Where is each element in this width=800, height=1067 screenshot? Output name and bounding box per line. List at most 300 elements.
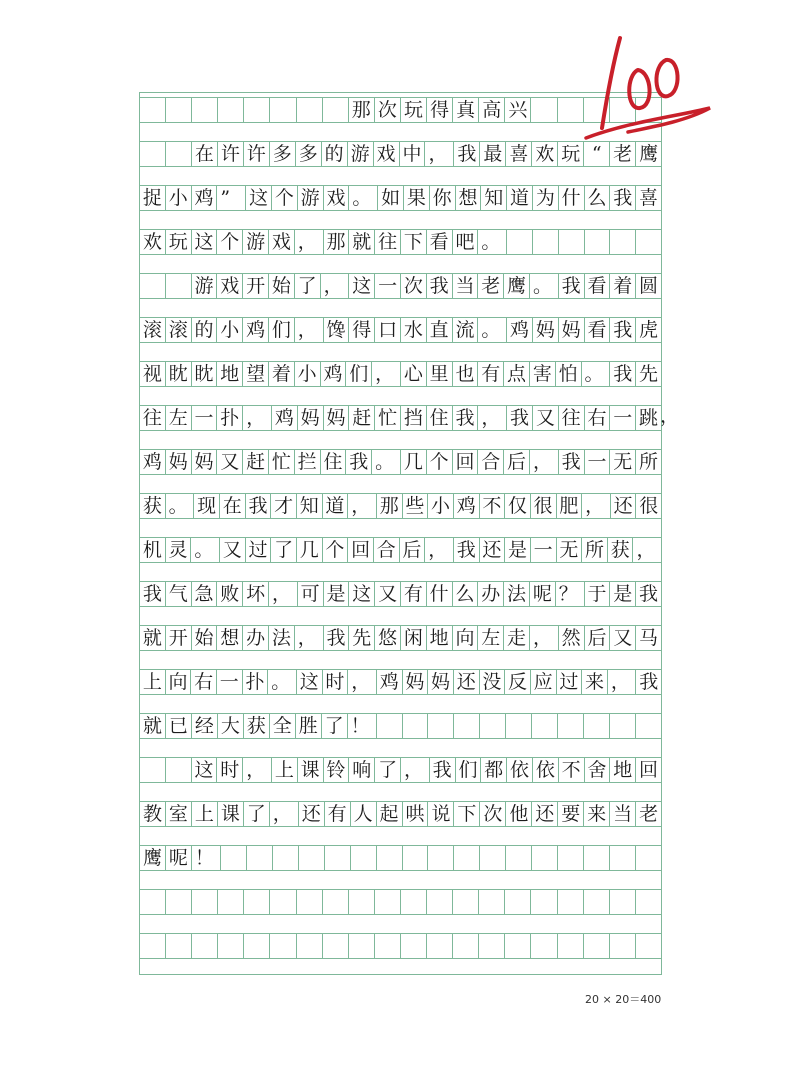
grid-cell: 么 [452,581,478,607]
grid-cell: ， [294,625,323,651]
grid-cell [322,889,348,915]
grid-cell [583,845,609,871]
grid-cell: 时 [216,757,242,783]
grid-cell: 机 [140,537,165,563]
grid-cell [269,889,295,915]
grid-cell: 跳 [635,405,661,431]
grid-cell: 往 [374,229,400,255]
grid-cell [557,845,583,871]
grid-cell [402,713,428,739]
grid-cell: 上 [140,669,165,695]
grid-cell [217,933,243,959]
grid-cell: 还 [531,801,557,827]
grid-cell: 戏 [268,229,294,255]
grid-cell [400,889,426,915]
grid-cell: 忙 [268,449,294,475]
teacher-score-mark [568,20,718,145]
grid-cell: 说 [427,801,453,827]
grid-cell: 口 [374,317,400,343]
grid-cell: 也 [452,361,478,387]
grid-cell: 我 [635,581,661,607]
grid-cell: 向 [165,669,191,695]
grid-cell [530,889,556,915]
grid-cell [298,845,324,871]
grid-cell: 看 [584,317,610,343]
grid-cell: ” [216,185,245,211]
grid-cell: 玩 [400,97,426,123]
grid-cell [635,845,661,871]
grid-cell: 多 [295,141,321,167]
grid-cell: 。 [477,229,506,255]
grid-cell: 扑 [216,405,242,431]
grid-cell: 鸡 [506,317,532,343]
grid-cell: 妈 [165,449,191,475]
grid-row [140,625,661,651]
grid-cell: 往 [140,405,165,431]
grid-cell: 几 [296,537,322,563]
grid-cell: 所 [635,449,661,475]
grid-cell: 现 [193,493,219,519]
grid-cell: 们 [455,757,481,783]
grid-cell: 什 [558,185,584,211]
grid-cell: 右 [584,405,610,431]
grid-cell: 了 [294,273,320,299]
grid-cell: 课 [297,757,323,783]
grid-cell [453,845,479,871]
grid-cell [324,845,350,871]
grid-cell: 。 [190,537,219,563]
grid-cell: ， [242,757,271,783]
grid-cell: 很 [635,493,661,519]
grid-cell: 过 [245,537,271,563]
grid-cell [504,889,530,915]
grid-cell [374,933,400,959]
grid-cell: 回 [452,449,478,475]
grid-row [140,801,661,827]
grid-cell: ， [424,537,453,563]
grid-cell: 下 [453,801,479,827]
grid-cell [220,845,246,871]
grid-cell: 害 [529,361,555,387]
grid-cell: 这 [245,185,271,211]
grid-cell: 是 [504,537,530,563]
grid-cell [269,97,295,123]
grid-cell: 右 [190,669,216,695]
grid-cell: 鹰 [140,845,165,871]
grid-cell: 那 [376,493,402,519]
grid-cell [530,933,556,959]
grid-cell: 了 [243,801,269,827]
grid-cell: 得 [426,97,452,123]
grid-cell [217,889,243,915]
grid-cell: 鹰 [635,141,661,167]
grid-cell: 依 [506,757,532,783]
grid-cell: 下 [400,229,426,255]
grid-cell: 圆 [635,273,661,299]
grid-cell: 欢 [140,229,165,255]
grid-cell [165,933,191,959]
grid-cell: ， [607,669,636,695]
grid-cell: 教 [140,801,165,827]
grid-cell: 败 [216,581,242,607]
grid-cell: ， [242,405,271,431]
grid-cell: 个 [426,449,452,475]
grid-cell: 一 [374,273,400,299]
grid-cell: 的 [191,317,217,343]
grid-cell: 喜 [635,185,661,211]
grid-cell: 妈 [191,449,217,475]
grid-cell: 的 [321,141,347,167]
grid-cell: 几 [400,449,426,475]
grid-cell: 玩 [557,141,583,167]
grid-cell [452,889,478,915]
grid-cell: 这 [296,669,322,695]
grid-cell [452,933,478,959]
grid-cell: 妈 [323,405,349,431]
grid-cell: 是 [323,581,349,607]
grid-cell: 鸡 [140,449,165,475]
grid-row [140,581,661,607]
grid-cell: 里 [426,361,452,387]
grid-cell: ， [400,757,429,783]
grid-cell [635,229,661,255]
grid-cell: 于 [584,581,610,607]
grid-cell [532,229,558,255]
grid-row [140,493,661,519]
grid-cell: 开 [242,273,268,299]
grid-cell: 是 [609,581,635,607]
grid-cell [165,97,191,123]
grid-cell: 急 [191,581,217,607]
grid-cell: 戏 [373,141,399,167]
grid-cell: 仅 [504,493,530,519]
grid-cell: 鸡 [453,493,479,519]
grid-cell: 左 [477,625,503,651]
grid-cell [557,889,583,915]
grid-cell: 妈 [558,317,584,343]
grid-cell: 向 [452,625,478,651]
grid-cell: 始 [268,273,294,299]
grid-cell: 已 [165,713,191,739]
grid-cell: 又 [216,449,242,475]
grid-cell: 还 [610,493,636,519]
grid-cell: 往 [558,405,584,431]
grid-cell [165,889,191,915]
grid-cell: 呢 [529,581,555,607]
grid-cell: 还 [298,801,324,827]
grid-cell: 了 [270,537,296,563]
grid-cell [246,845,272,871]
grid-cell: 挡 [400,405,426,431]
grid-cell: 经 [191,713,217,739]
grid-cell: 这 [348,581,374,607]
grid-cell [217,97,243,123]
grid-cell: 。 [581,361,610,387]
grid-cell: 戏 [216,273,242,299]
grid-cell: 次 [479,801,505,827]
grid-cell: 还 [479,537,505,563]
grid-cell: 。 [371,449,400,475]
grid-cell: 得 [348,317,374,343]
grid-cell: 办 [477,581,503,607]
grid-cell: 一 [609,405,635,431]
grid-cell: 次 [374,97,400,123]
grid-cell: 法 [268,625,294,651]
grid-cell: 捉 [140,185,165,211]
grid-cell [350,845,376,871]
grid-cell: 鸡 [191,185,217,211]
grid-cell: 妈 [297,405,323,431]
grid-cell: 道 [322,493,348,519]
grid-cell [348,933,374,959]
grid-cell: 我 [345,449,371,475]
grid-cell: 才 [270,493,296,519]
grid-cell: 你 [429,185,455,211]
grid-cell: 当 [452,273,478,299]
grid-cell: 。 [477,317,506,343]
grid-cell: 忙 [374,405,400,431]
grid-cell: 我 [609,361,635,387]
grid-cell [584,229,610,255]
grid-cell: 可 [297,581,323,607]
grid-cell: ， [477,405,506,431]
grid-cell: 住 [320,449,346,475]
grid-cell: 他 [505,801,531,827]
grid-cell: 小 [427,493,453,519]
grid-cell: ， [268,581,297,607]
grid-cell [191,97,217,123]
grid-cell: 获 [243,713,269,739]
grid-cell [609,845,635,871]
grid-row [140,229,661,255]
grid-cell: 游 [297,185,323,211]
grid-cell: 馋 [323,317,349,343]
grid-cell [583,713,609,739]
grid-cell: 什 [426,581,452,607]
grid-cell: 看 [426,229,452,255]
grid-cell: 就 [140,713,165,739]
grid-cell: 么 [584,185,610,211]
grid-cell [243,97,269,123]
grid-cell [348,889,374,915]
grid-cell [583,933,609,959]
grid-cell: 依 [532,757,558,783]
grid-cell: 响 [348,757,374,783]
grid-row [140,449,661,475]
grid-cell: 看 [584,273,610,299]
grid-cell [322,97,348,123]
grid-cell: 一 [530,537,556,563]
grid-cell: 了 [321,713,347,739]
grid-cell [531,713,557,739]
grid-cell [557,933,583,959]
grid-cell: 肥 [556,493,582,519]
grid-cell: 气 [165,581,191,607]
grid-cell: 。 [267,669,296,695]
grid-cell: 然 [558,625,584,651]
grid-cell: 地 [216,361,242,387]
grid-cell: 我 [245,493,271,519]
score-digit-zero-1 [629,70,649,108]
grid-cell [505,713,531,739]
grid-cell: 我 [558,449,584,475]
grid-cell [530,97,556,123]
grid-cell: 灵 [165,537,191,563]
grid-cell: 无 [556,537,582,563]
grid-cell: 游 [242,229,268,255]
grid-cell: 扑 [242,669,268,695]
grid-cell [322,933,348,959]
grid-cell: 小 [216,317,242,343]
grid-cell: 拦 [294,449,320,475]
grid-cell: 游 [191,273,217,299]
grid-cell: 道 [506,185,532,211]
grid-cell [140,141,165,167]
grid-cell: 地 [426,625,452,651]
grid-cell: 真 [452,97,478,123]
grid-row [140,361,661,387]
grid-cell: 室 [165,801,191,827]
grid-cell: 鸡 [242,317,268,343]
grid-cell: 左 [165,405,191,431]
grid-cell [558,229,584,255]
grid-cell: ， [347,669,376,695]
grid-cell: 地 [609,757,635,783]
grid-cell: 上 [271,757,297,783]
grid-cell: 虎 [635,317,661,343]
grid-cell: 要 [557,801,583,827]
score-digit-one [602,38,620,128]
grid-cell: 悠 [374,625,400,651]
grid-cell [269,933,295,959]
grid-cell [505,845,531,871]
grid-cell [609,889,635,915]
grid-cell: ， [294,317,323,343]
grid-cell: 最 [479,141,505,167]
grid-cell: 合 [477,449,503,475]
grid-cell: 赶 [348,405,374,431]
grid-cell [243,889,269,915]
grid-cell [506,229,532,255]
grid-cell: 胜 [295,713,321,739]
grid-cell [165,757,191,783]
grid-cell: 在 [191,141,217,167]
grid-cell: 喜 [505,141,531,167]
essay-grid-paper [139,92,662,975]
grid-cell: 我 [140,581,165,607]
grid-cell: 闲 [400,625,426,651]
grid-row [140,933,661,959]
grid-cell: ， [347,493,376,519]
grid-cell: 我 [323,625,349,651]
grid-row [140,889,661,915]
grid-cell: 这 [191,757,217,783]
grid-cell [140,273,165,299]
grid-cell: 这 [348,273,374,299]
grid-cell: 又 [609,625,635,651]
grid-row [140,845,661,871]
grid-cell: 水 [400,317,426,343]
grid-cell: 住 [426,405,452,431]
grid-cell: ， [529,625,558,651]
grid-cell: 在 [219,493,245,519]
grid-cell: 这 [191,229,217,255]
grid-cell: 铃 [323,757,349,783]
grid-cell [504,933,530,959]
grid-cell: 那 [323,229,349,255]
grid-cell: 个 [216,229,242,255]
grid-row [140,317,661,343]
grid-cell [400,933,426,959]
grid-cell: 直 [426,317,452,343]
grid-cell: 点 [503,361,529,387]
grid-cell [426,889,452,915]
grid-cell: 视 [140,361,165,387]
grid-cell: 就 [140,625,165,651]
grid-cell [165,273,191,299]
grid-cell: 回 [347,537,373,563]
grid-cell [272,845,298,871]
grid-cell: 有 [324,801,350,827]
grid-row [140,405,661,431]
grid-cell: 如 [377,185,403,211]
grid-cell [243,933,269,959]
grid-cell: ， [424,141,453,167]
grid-cell: 欢 [531,141,557,167]
grid-cell: 着 [609,273,635,299]
grid-cell: 戏 [323,185,349,211]
grid-cell: 果 [403,185,429,211]
grid-cell: ， [371,361,400,387]
grid-cell [635,933,661,959]
grid-cell: 着 [268,361,294,387]
grid-cell: 回 [635,757,661,783]
grid-cell: 不 [479,493,505,519]
grid-cell: 当 [609,801,635,827]
grid-cell: 眈 [191,361,217,387]
grid-cell: 没 [479,669,505,695]
grid-cell [427,845,453,871]
grid-cell: 。 [348,185,377,211]
grid-cell [376,713,402,739]
grid-cell: 我 [609,185,635,211]
grid-cell: 所 [581,537,607,563]
grid-cell [191,933,217,959]
grid-cell: 课 [217,801,243,827]
grid-cell: 我 [453,141,479,167]
grid-cell: 玩 [165,229,191,255]
grid-cell: ， [294,229,323,255]
grid-cell: 个 [322,537,348,563]
grid-cell: 小 [165,185,191,211]
grid-cell: ， [529,449,558,475]
grid-cell: 望 [242,361,268,387]
grid-cell: ， [581,493,610,519]
grid-cell [531,845,557,871]
grid-cell [583,889,609,915]
grid-cell: 鸡 [376,669,402,695]
grid-cell: 就 [348,229,374,255]
grid-cell: 心 [400,361,426,387]
grid-cell [635,713,661,739]
grid-cell: ， [320,273,349,299]
grid-cell [296,889,322,915]
grid-cell: 眈 [165,361,191,387]
grid-cell [165,141,191,167]
grid-cell [478,889,504,915]
grid-cell: 过 [556,669,582,695]
grid-cell: 赶 [242,449,268,475]
